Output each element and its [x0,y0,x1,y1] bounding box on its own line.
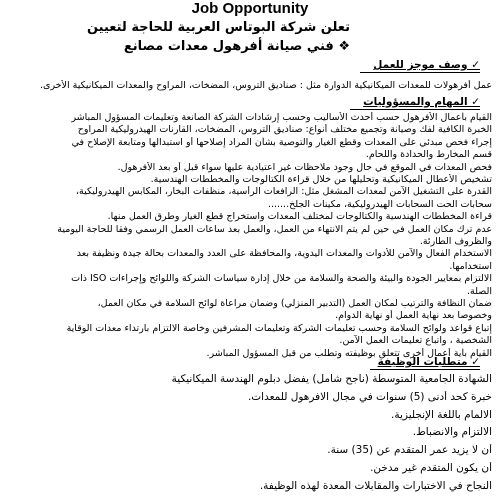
requirement-item: الشهادة الجامعية المتوسطة (ناجح شامل) يفضل دبلوم الهندسة الميكانيكية [171,373,492,385]
duty-item: الصلة. [466,285,492,297]
summary-section-heading: ✓ وصف موجز للعمل [373,59,480,71]
duty-item: استخدامها. [449,260,492,272]
requirement-item: الالمام باللغة الإنجليزية. [391,408,492,421]
duty-item: القدرة على التشغيل الآمن لمعدات المشغل مثل: الرافعات الرأسية، منظفات البخار، المكابس الهيدروليكية، [75,186,492,198]
duty-item: ضمان النظافة والترتيب لمكان العمل (التدبير المنزلي) وضمان مراعاة لوائح السلامة في مكان العمل، [97,298,492,309]
requirement-item: النجاح في الاختبارات والمقابلات المعدة لهذه الوظيفة. [259,479,492,492]
requirement-item: أن يكون المتقدم غير مدخن. [370,462,492,474]
duty-item: قسم المخارط والحدادة واللحام. [365,149,492,161]
section-underline [360,72,480,73]
duty-item: القيام بأية أعمال أخرى تتعلق بوظيفته وتطلب من قبل المسؤول المباشر. [206,347,492,359]
duty-item: قراءة المخططات الهندسية والكتالوجات لمختلف المعدات واستخراج قطع الغيار وطرق العمل منها. [107,211,492,223]
duty-item: عدم ترك مكان العمل في حين لم يتم الانتهاء من العمل، والعمل بعد ساعات العمل الرسمي وفقا للحاجة اليومية [57,223,492,235]
requirement-item: أن لا يزيد عمر المتقدم عن (35) سنة. [327,444,492,457]
duty-item: سحابات الحت السحابات الهيدروليكية، مكينات الجلخ....... [267,198,492,210]
requirement-item: الالتزام والانضباط. [412,426,492,439]
requirement-item: خبرة كحد أدنى (5) سنوات في مجال الافرهول للمعدات. [247,390,492,403]
duty-item: والظروف الطارئة. [419,236,492,247]
duty-item: الالتزام بمعايير الجودة والبيئة والصحة والسلامة من خلال إدارة سياسات الشركة واللوائح وإجراءات ISO ذات [71,273,492,285]
duty-item: فحص المعدات في الموقع في حال وجود ملاحظات غير اعتيادية عليها سواء قبل أو بعد الأفرهول. [117,161,492,173]
summary-text: عمل أفرهولات للمعدات الميكانيكية الدوارة مثل : صناديق التروس، المضخات، المراوح والمعدات الميكانيكية الأخرى. [39,80,492,91]
section-underline [350,109,480,110]
section-underline [370,369,480,370]
announcement-heading: تعلن شركة البوتاس العربية للحاجة لتعيين [86,20,350,35]
duty-item: إتباع قواعد ولوائح السلامة وحسب تعليمات الشركة وتعليمات المشرفين وخاصة الالتزام بارتداء معدات الوقاية [66,322,492,334]
duty-item: الخبرة الكافية لفك وصيانة وتجميع مختلف أنواع: صناديق التروس، المضخات، القارنات الهيدروليكية المراوح [77,124,492,136]
duty-item: تشخيص الأعطال الميكانيكية وتحليلها من خلال قراءة الكتالوجات والمخططات الهندسية. [150,174,492,185]
duty-item: القيام بأعمال الأفرهول حسب أحدث الأساليب وحسب إرشادات الشركة الصانعة وتعليمات المسؤول المباشر [71,112,492,123]
duty-item: وخصوصا بعد نهاية العمل أو نهاية الدوام. [335,310,492,322]
requirements-section-heading: ✓ متطلبات الوظيفة [377,356,480,368]
job-title: ❖ فني صيانة أفرهول معدات مصانع [123,39,350,54]
duty-item: إجراء فحص مبدئي على المعدات وقطع الغيار والتوصية بشأن المراد إصلاحها أو استبدالها ومتابعة الإصلاح في [71,136,492,148]
duties-section-heading: ✓ المهام والمسؤوليات [363,96,480,108]
duty-item: الاستخدام الفعال والآمن للأدوات والمعدات اليدوية، والمحافظة على العدد والمعدات بحالة جيدة ونظيفة بعد [76,248,492,260]
duty-item: الشخصية ، واتباع تعليمات العمل الآمن. [339,335,492,347]
page-title: Job Opportunity [191,0,309,17]
